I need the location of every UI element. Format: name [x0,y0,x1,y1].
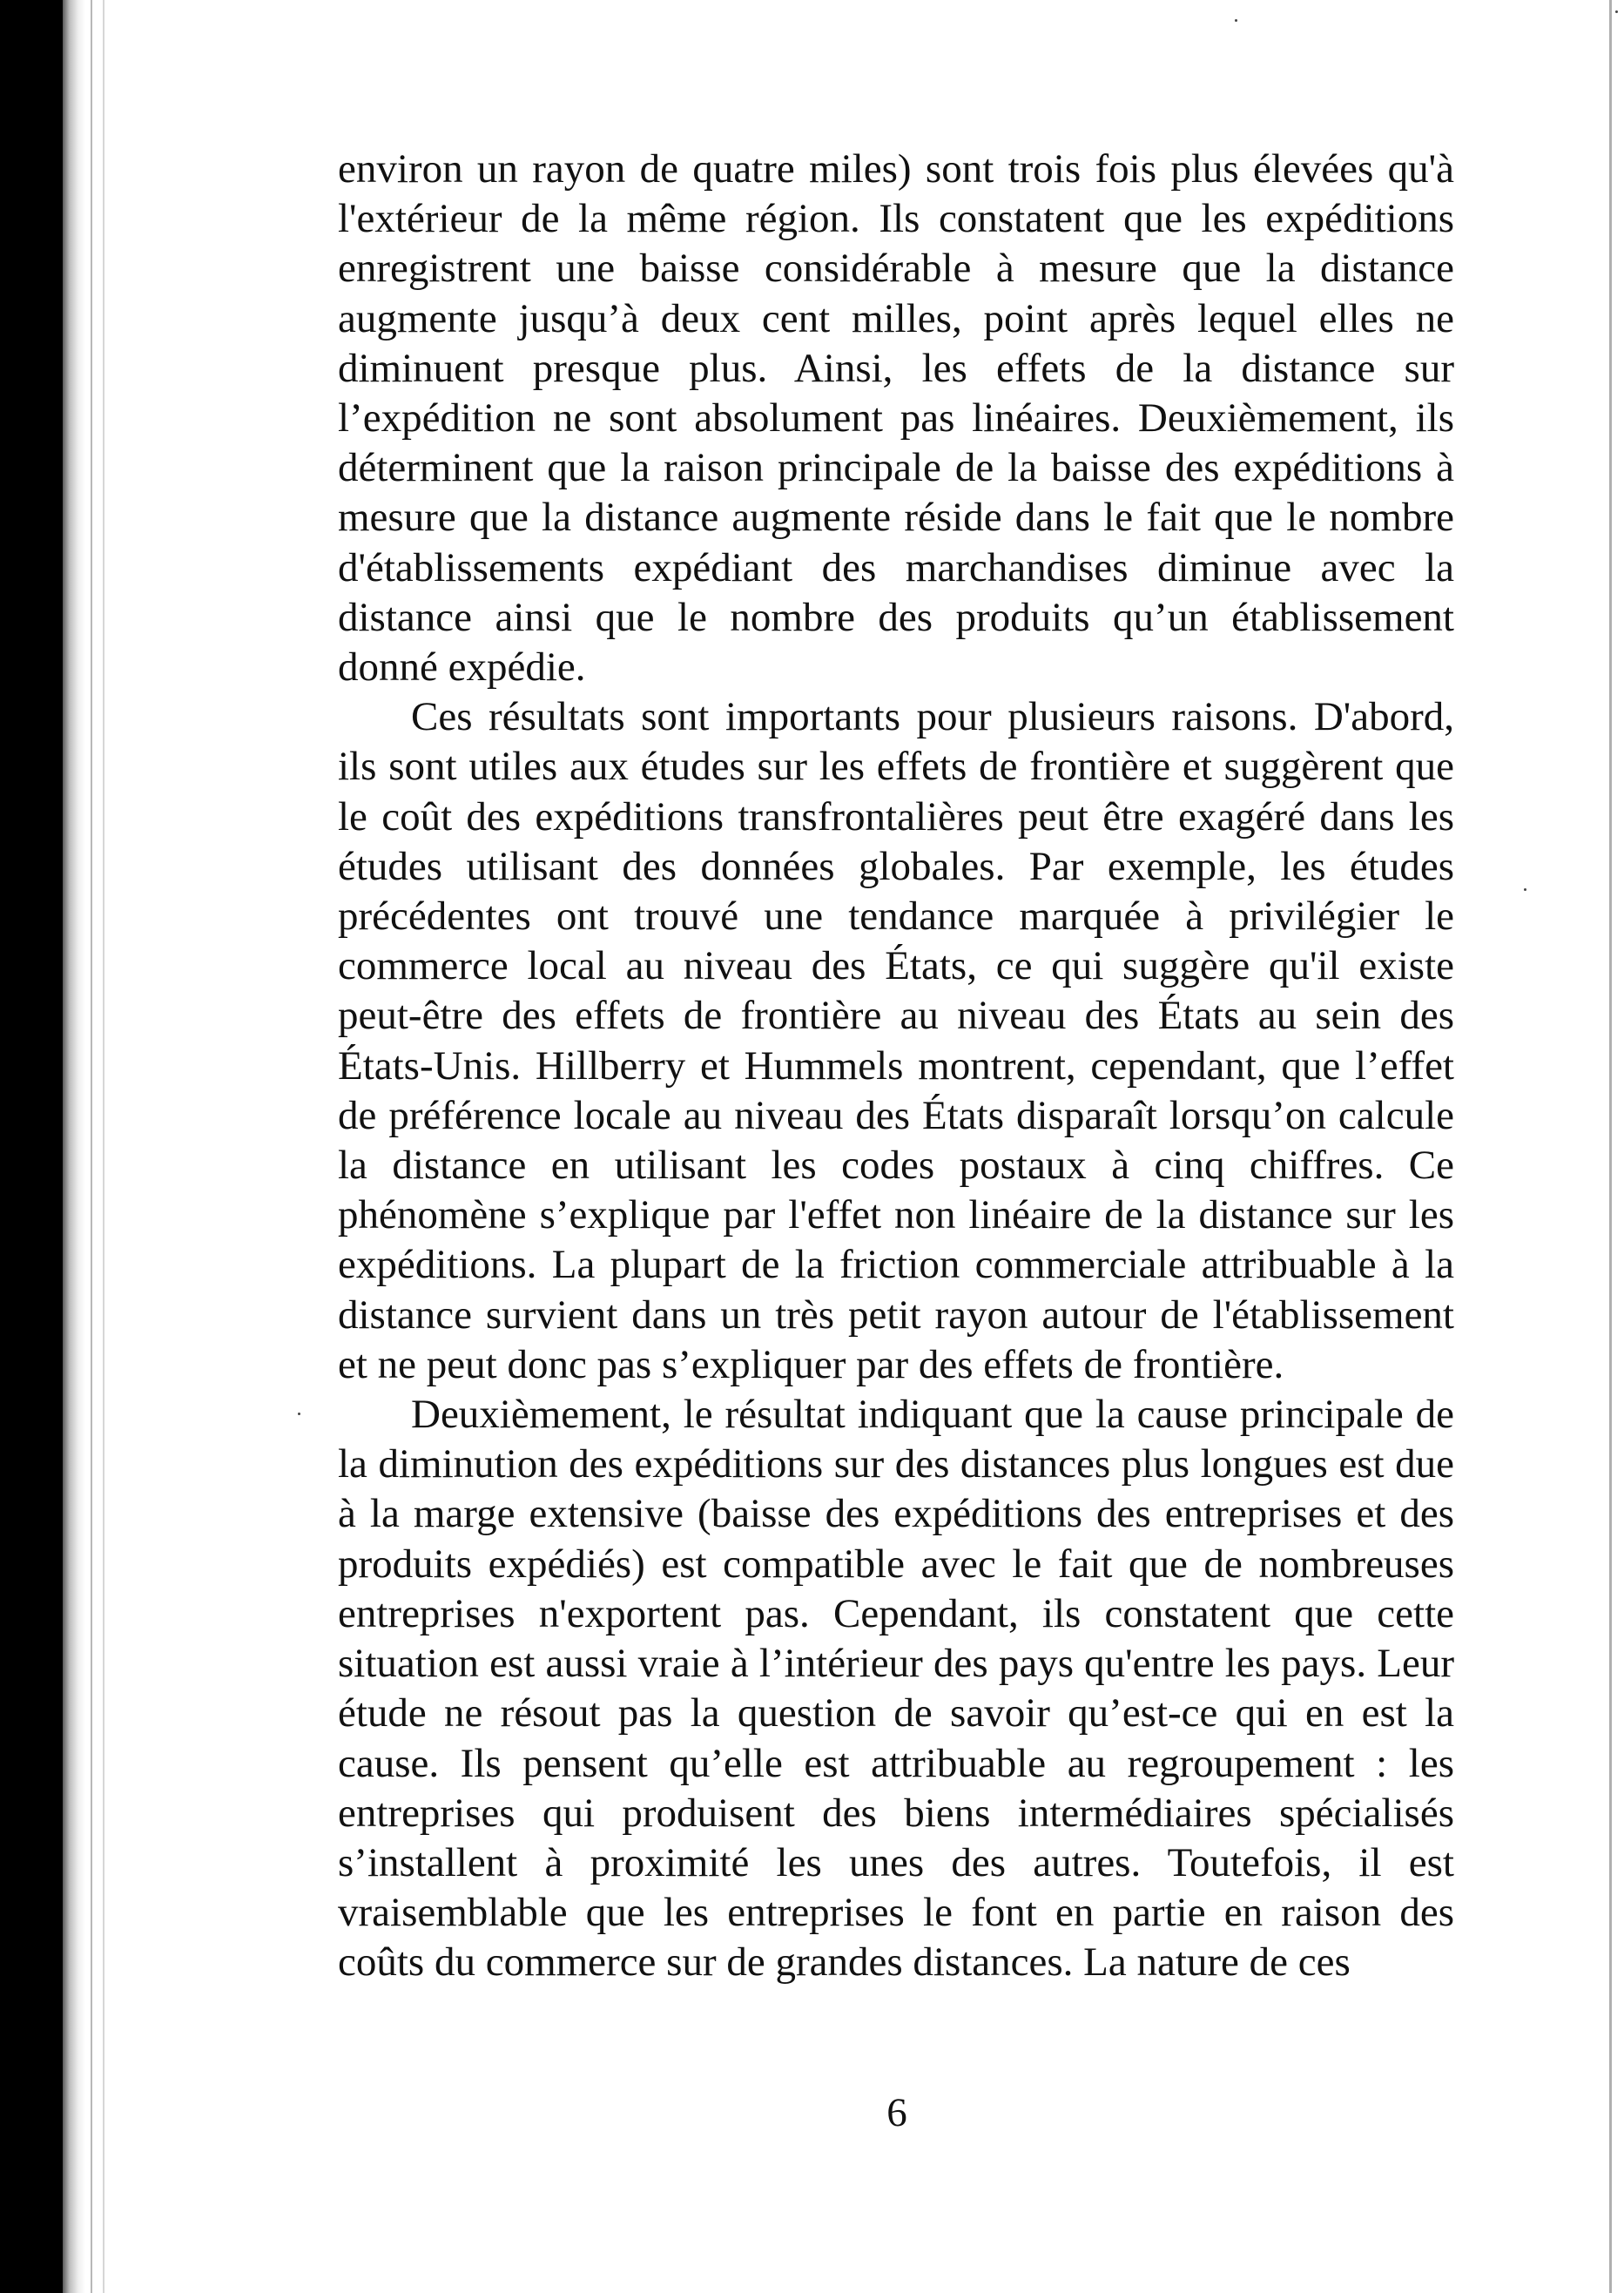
scan-right-edge [1609,0,1612,2293]
paragraph-3: Deuxièmement, le résultat indiquant que la cause principale de la diminution des expéditions sur des distances plus longues est due à la marge extensive (baisse des expéditions des entreprises et des produits expédiés) est compatible avec le fait que de nombreuses entreprises n'exportent pas. Cependant, ils constatent que cette situation est aussi vraie à l’intérieur des pays qu'entre les pays. Leur étude ne résout pas la question de savoir qu’est-ce qui en est la cause. Ils pensent qu’elle est attribuable au regroupement : les entreprises qui produisent des biens intermédiaires spécialisés s’installent à proximité les unes des autres. Toutefois, il est vraisemblable que les entreprises le font en partie en raison des coûts du commerce sur de grandes distances. La nature de ces [338,1392,1454,1986]
binding-line [91,0,92,2293]
scan-speck [1615,10,1618,13]
scan-speck [1524,888,1526,891]
scan-speck [298,1413,300,1415]
paragraph-2: Ces résultats sont importants pour plusieurs raisons. D'abord, ils sont utiles aux études sur les effets de frontière et suggèrent que le coût des expéditions transfrontalières peut être exagéré dans les études utilisant des données globales. Par exemple, les études précédentes ont trouvé une tendance marquée à privilégier le commerce local au niveau des États, ce qui suggère qu'il existe peut-être des effets de frontière au niveau des États au sein des États-Unis. Hillberry et Hummels montrent, cependant, que l’effet de préférence locale au niveau des États disparaît lorsqu’on calcule la distance en utilisant les codes postaux à cinq chiffres. Ce phénomène s’explique par l'effet non linéaire de la distance sur les expéditions. La plupart de la friction commerciale attribuable à la distance survient dans un très petit rayon autour de l'établissement et ne peut donc pas s’expliquer par des effets de frontière. [338,694,1454,1387]
paragraph-1: environ un rayon de quatre miles) sont trois fois plus élevées qu'à l'extérieur de la même région. Ils constatent que les expéditions enregistrent une baisse considérable à mesure que la distance augmente jusqu’à deux cent milles, point après lequel elles ne diminuent presque plus. Ainsi, les effets de la distance sur l’expédition ne sont absolument pas linéaires. Deuxièmement, ils déterminent que la raison principale de la baisse des expéditions à mesure que la distance augmente réside dans le fait que le nombre d'établissements expédiant des marchandises diminue avec la distance ainsi que le nombre des produits qu’un établissement donné expédie. [338,146,1454,691]
scan-left-edge [0,0,63,2293]
page-body [338,145,1454,1988]
scan-speck [1235,19,1237,22]
scan-edge-shadow [63,0,85,2293]
binding-line [103,0,104,2293]
page-number: 6 [886,2090,907,2135]
